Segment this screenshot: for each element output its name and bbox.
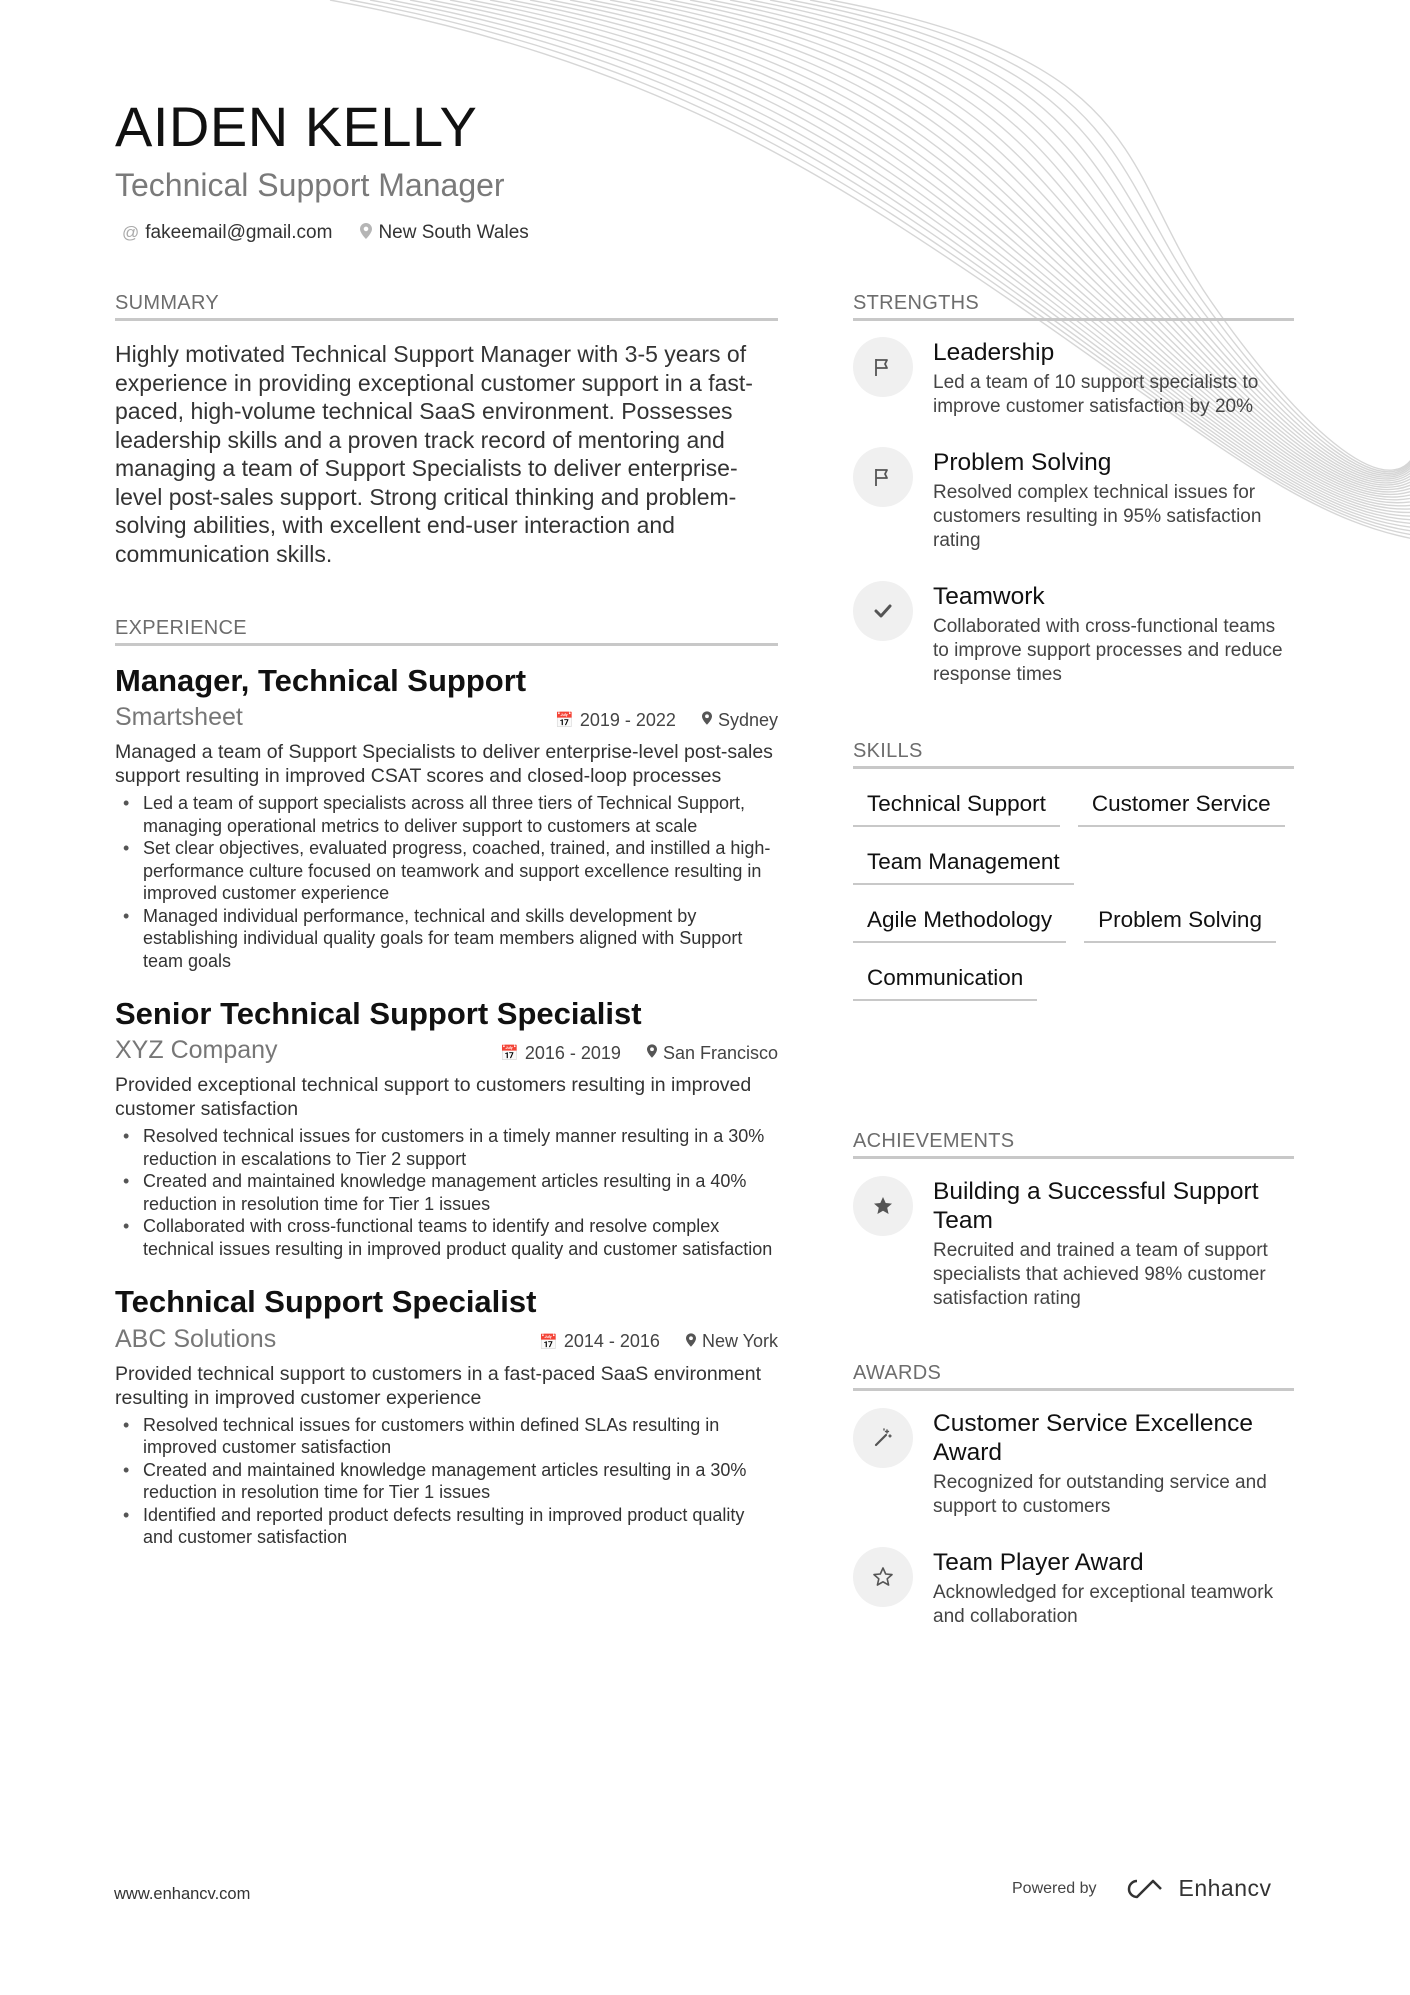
job-location: New York [701,1331,778,1352]
skill-tag: Communication [853,961,1037,1001]
job-description: Provided exceptional technical support to customers resulting in improved customer satisfaction [115,1074,752,1121]
experience-item [115,1283,778,1548]
strength-title: Leadership [933,339,1055,366]
experience-heading: EXPERIENCE [115,617,778,646]
job-bullet: • Resolved technical issues for customers within defined SLAs resulting in improved customer satisfaction [143,1414,778,1459]
strength-item [853,337,1294,419]
job-bullet: • Identified and reported product defects resulting in improved product quality and customer satisfaction [143,1504,778,1549]
job-bullets [115,792,778,972]
job-dates: 2016 - 2019 [524,1042,621,1063]
job-bullet: • Managed individual performance, technical and skills development by establishing individual quality goals for team members aligned with Support team goals [143,905,778,973]
awards-list [853,1408,1294,1657]
magic-wand-icon [853,1408,913,1468]
job-role: Senior Technical Support Specialist [115,996,642,1032]
achievements-heading: ACHIEVEMENTS [853,1130,1294,1159]
job-bullets [115,1414,778,1549]
award-title: Customer Service Excellence Award [933,1410,1253,1466]
location-pin-icon [702,711,712,729]
job-bullets [115,1125,778,1260]
enhancv-logo[interactable] [1123,1875,1272,1902]
summary-text: Highly motivated Technical Support Manager with 3-5 years of experience in providing exceptional customer support in a fast-paced, high-volume technical SaaS environment. Possesses leadership skills and a proven track record of mentoring and managing a team of Support Specialists to deliver enterprise-level post-sales support. Strong critical thinking and problem-solving abilities, with excellent end-user interaction and communication skills. [115,341,753,567]
strength-title: Teamwork [933,583,1045,610]
job-description: Managed a team of Support Specialists to deliver enterprise-level post-sales support resulting in improved CSAT scores and closed-loop processes [115,741,773,788]
footer-website-link[interactable]: www.enhancv.com [114,1885,251,1903]
skill-tag: Team Management [853,845,1074,885]
email-contact[interactable] [122,222,332,244]
location-contact [360,222,528,244]
strength-description: Collaborated with cross-functional teams to improve support processes and reduce response times [933,616,1283,685]
experience-item [115,662,778,972]
email-text: fakeemail@gmail.com [145,222,333,243]
location-pin-icon [647,1044,657,1062]
job-bullet: • Led a team of support specialists across all three tiers of Technical Support, managing operational metrics to deliver support to customers at scale [143,792,778,837]
strengths-list [853,337,1294,715]
job-role: Technical Support Specialist [115,1284,537,1320]
summary-heading: SUMMARY [115,292,778,321]
strength-description: Resolved complex technical issues for customers resulting in 95% satisfaction rating [933,482,1262,551]
strength-description: Led a team of 10 support specialists to improve customer satisfaction by 20% [933,372,1259,417]
award-description: Recognized for outstanding service and support to customers [933,1472,1267,1517]
calendar-icon: 📅 [539,1333,558,1351]
job-location: San Francisco [662,1042,778,1063]
award-item [853,1547,1294,1629]
strength-title: Problem Solving [933,449,1112,476]
check-icon [853,581,913,641]
location-text: New South Wales [378,222,529,243]
candidate-title: Technical Support Manager [115,167,505,203]
flag-icon [853,337,913,397]
job-company: ABC Solutions [115,1324,277,1353]
achievement-item [853,1176,1294,1311]
job-company: XYZ Company [115,1036,278,1065]
strength-item [853,581,1294,687]
contact-info [122,222,529,244]
job-role: Manager, Technical Support [115,663,527,698]
skill-tag: Agile Methodology [853,903,1066,943]
footer-branding [1012,1875,1272,1902]
calendar-icon: 📅 [555,712,574,730]
skill-tag: Technical Support [853,787,1060,827]
flag-icon [853,447,913,507]
job-bullet: • Collaborated with cross-functional teams to identify and resolve complex technical issues resulting in improved product quality and customer satisfaction [143,1215,778,1260]
candidate-name: AIDEN KELLY [115,95,478,158]
strength-item [853,447,1294,553]
job-dates: 2019 - 2022 [579,709,676,730]
calendar-icon: 📅 [500,1045,519,1063]
location-pin-icon [686,1333,696,1351]
job-dates: 2014 - 2016 [563,1331,660,1352]
awards-heading: AWARDS [853,1362,1294,1391]
award-item [853,1408,1294,1519]
location-pin-icon [360,223,372,244]
job-location: Sydney [717,709,778,730]
job-company: Smartsheet [115,703,243,732]
experience-list [115,662,778,1572]
achievement-description: Recruited and trained a team of support specialists that achieved 98% customer satisfaction rating [933,1240,1268,1309]
award-title: Team Player Award [933,1549,1144,1576]
star-icon [853,1176,913,1236]
at-icon: @ [122,223,140,242]
job-bullet: • Created and maintained knowledge management articles resulting in a 30% reduction in resolution time for Tier 1 issues [143,1459,778,1504]
achievement-title: Building a Successful Support Team [933,1178,1259,1234]
job-bullet: • Resolved technical issues for customers in a timely manner resulting in a 30% reduction in escalations to Tier 2 support [143,1125,778,1170]
experience-item [115,995,778,1260]
job-bullet: • Set clear objectives, evaluated progress, coached, trained, and instilled a high-performance culture focused on teamwork and support excellence resulting in improved customer experience [143,837,778,905]
strengths-heading: STRENGTHS [853,292,1294,321]
skill-tag: Customer Service [1078,787,1285,827]
skills-list [853,787,1294,1001]
skill-tag: Problem Solving [1084,903,1276,943]
job-bullet: • Created and maintained knowledge management articles resulting in a 40% reduction in resolution time for Tier 1 issues [143,1170,778,1215]
award-description: Acknowledged for exceptional teamwork and collaboration [933,1582,1274,1627]
star-outline-icon [853,1547,913,1607]
brand-name: Enhancv [1178,1875,1272,1901]
enhancv-logo-icon [1123,1877,1169,1901]
powered-by-label: Powered by [1012,1879,1097,1897]
job-description: Provided technical support to customers in a fast-paced SaaS environment resulting in improved customer experience [115,1362,762,1409]
skills-heading: SKILLS [853,740,1294,769]
achievements-list [853,1176,1294,1339]
